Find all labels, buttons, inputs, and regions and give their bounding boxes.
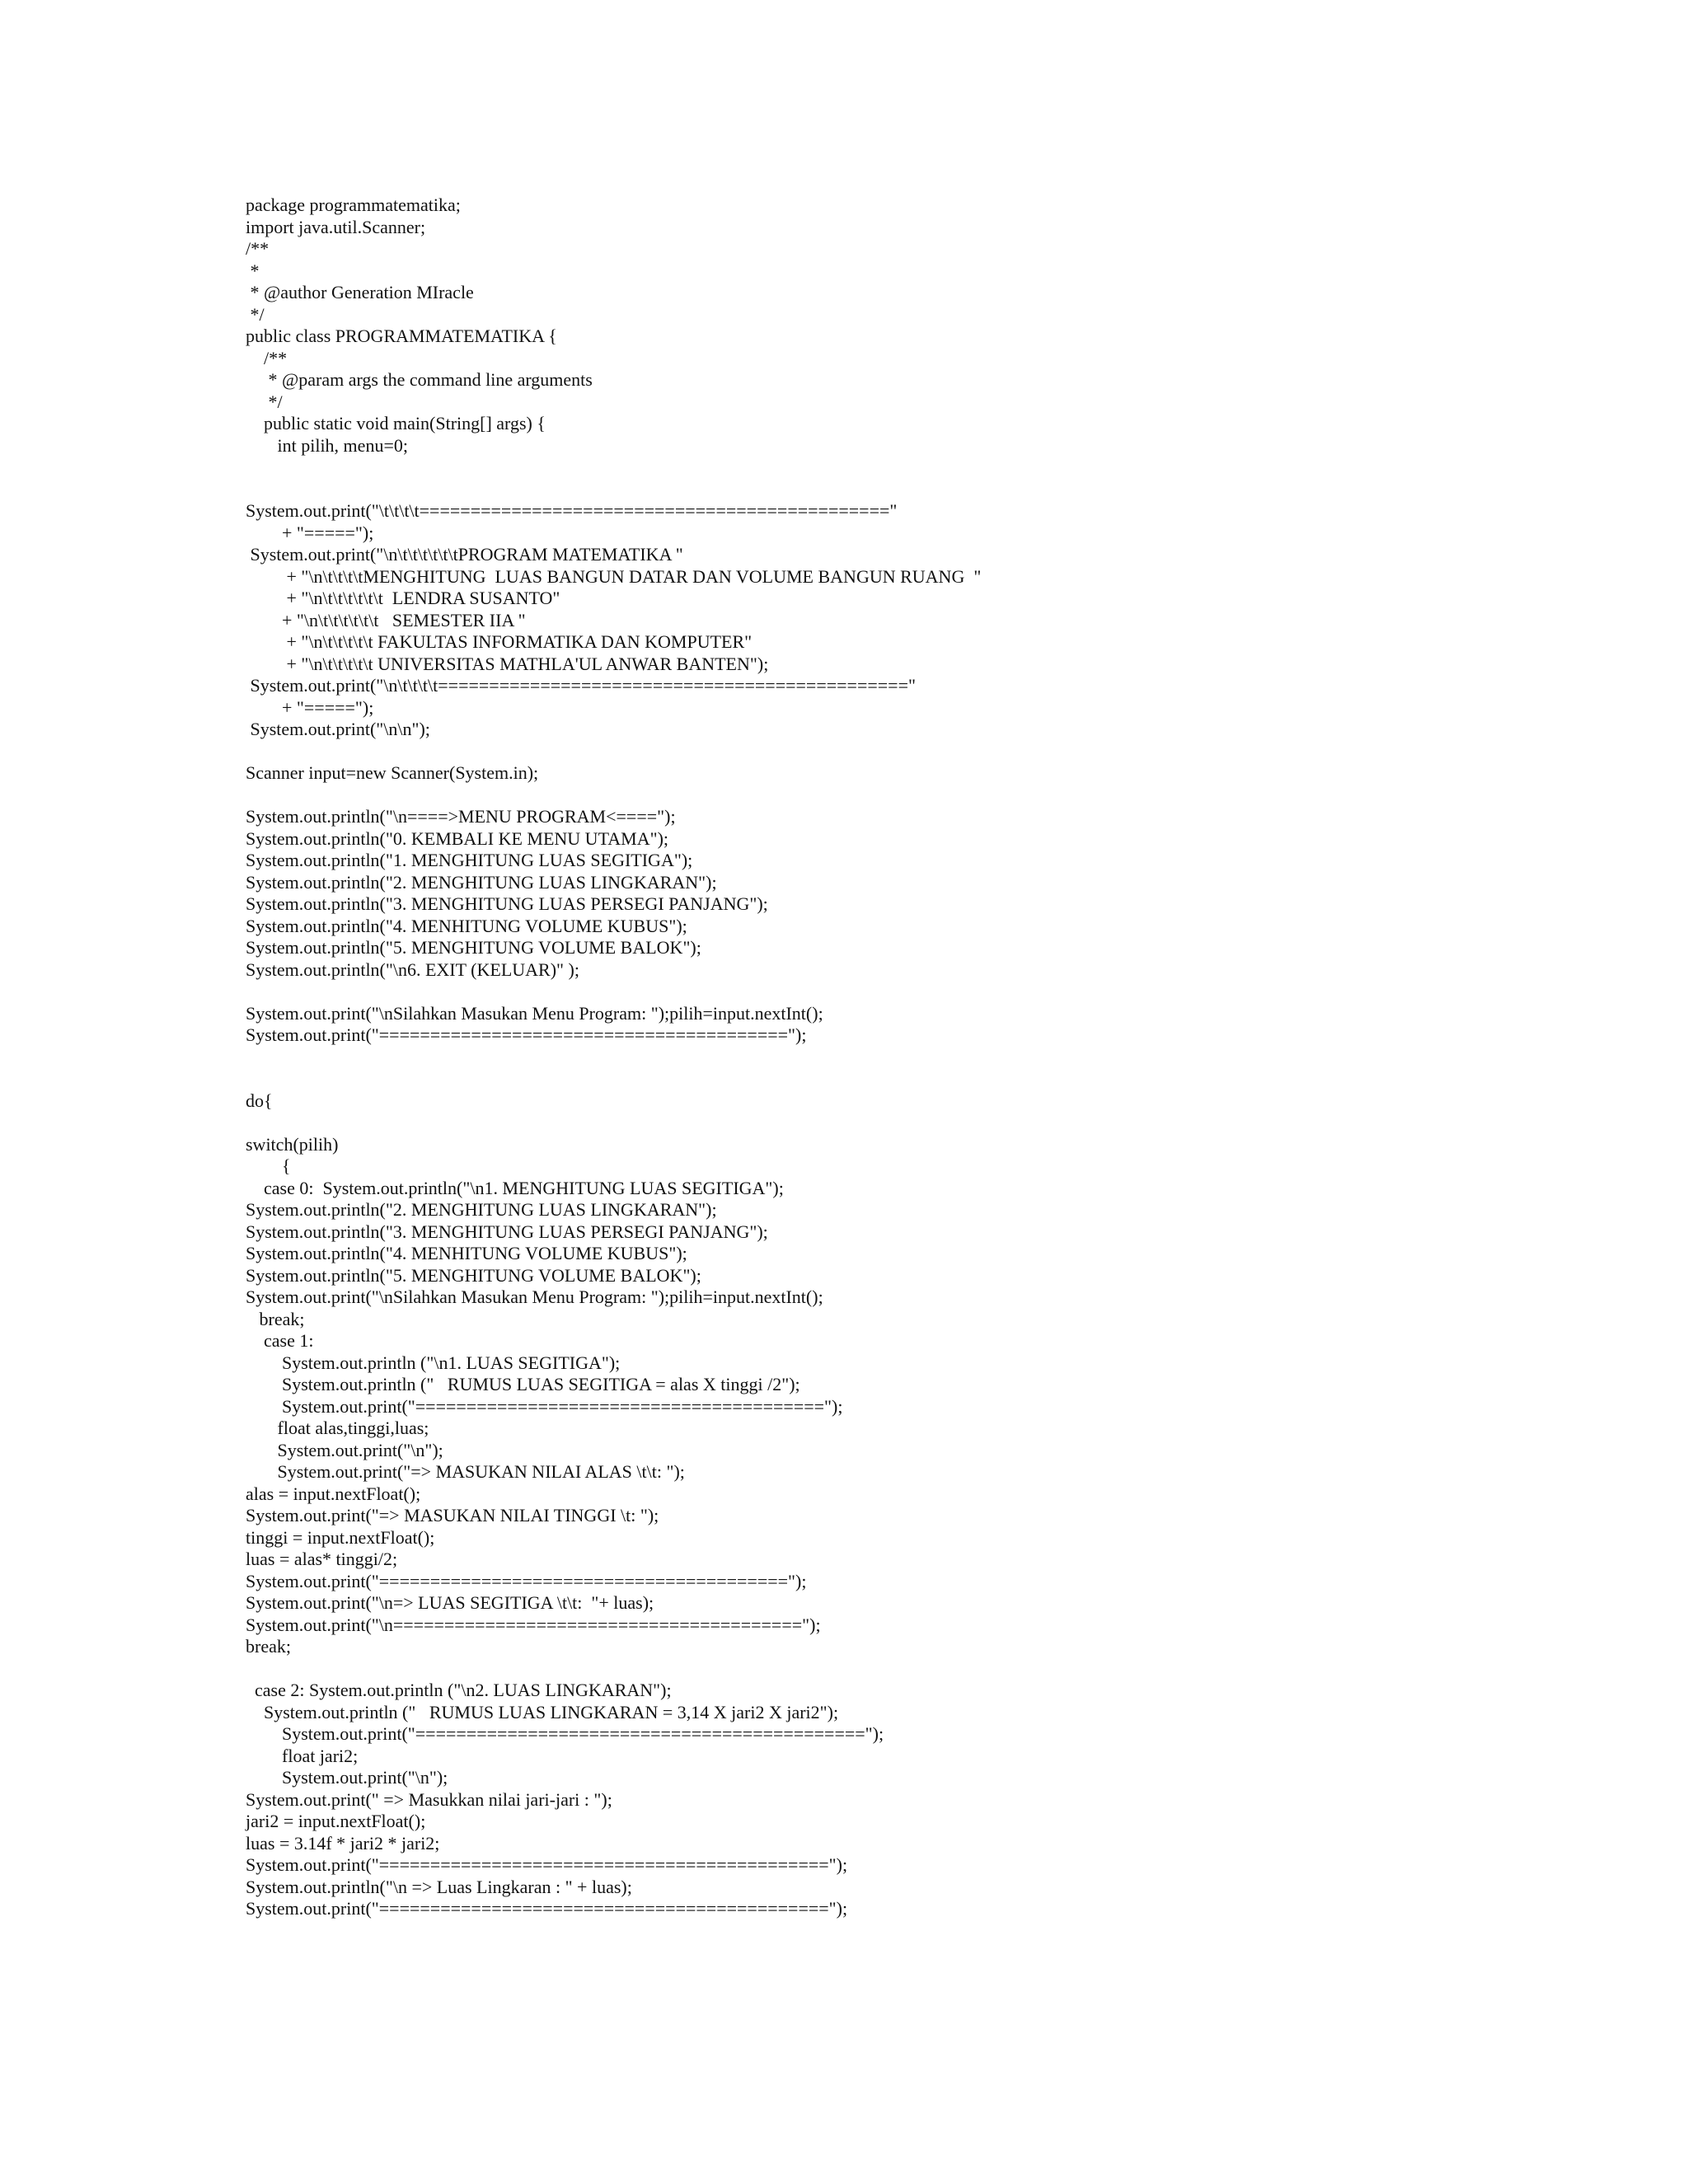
code-line: + "\n\t\t\t\t\t\t LENDRA SUSANTO" xyxy=(246,588,560,608)
code-line: System.out.println("1. MENGHITUNG LUAS SEGITIGA"); xyxy=(246,850,693,870)
code-line: System.out.print("=> MASUKAN NILAI TINGGI \t: "); xyxy=(246,1505,659,1526)
code-line: { xyxy=(246,1155,291,1176)
code-line xyxy=(246,1112,1647,1134)
code-line: System.out.print("\n\t\t\t\t\t\tPROGRAM MATEMATIKA " xyxy=(246,544,683,565)
code-line: System.out.print("============================================"); xyxy=(246,1723,884,1744)
code-line xyxy=(246,981,1647,1003)
code-line: System.out.println("\n====>MENU PROGRAM<===="); xyxy=(246,806,676,827)
code-line: * xyxy=(246,260,260,281)
code-line: int pilih, menu=0; xyxy=(246,434,408,456)
code-line: import java.util.Scanner; xyxy=(246,216,426,237)
code-line: System.out.println("0. KEMBALI KE MENU UTAMA"); xyxy=(246,827,669,849)
code-line: switch(pilih) xyxy=(246,1133,339,1155)
code-line: Scanner input=new Scanner(System.in); xyxy=(246,762,539,783)
code-line: System.out.print("\n\n"); xyxy=(246,719,430,739)
code-line: System.out.print("\nSilahkan Masukan Menu Program: ");pilih=input.nextInt(); xyxy=(246,1286,823,1307)
code-line: System.out.print("============================================"); xyxy=(246,1854,848,1875)
code-line: System.out.print("\nSilahkan Masukan Menu Program: ");pilih=input.nextInt(); xyxy=(246,1002,823,1024)
code-line: */ xyxy=(246,303,265,325)
code-line xyxy=(246,1047,1647,1069)
code-line: System.out.println("\n => Luas Lingkaran : " + luas); xyxy=(246,1876,632,1897)
code-line: float alas,tinggi,luas; xyxy=(246,1418,429,1438)
code-line xyxy=(246,457,1647,479)
code-line: + "\n\t\t\t\t\t\t SEMESTER IIA " xyxy=(246,609,526,630)
code-line: System.out.println("2. MENGHITUNG LUAS LINGKARAN"); xyxy=(246,871,717,893)
code-line: System.out.print("=> MASUKAN NILAI ALAS \t\t: "); xyxy=(246,1461,685,1482)
code-line: luas = 3.14f * jari2 * jari2; xyxy=(246,1832,440,1854)
code-line: break; xyxy=(246,1308,305,1329)
code-line: System.out.println("4. MENHITUNG VOLUME KUBUS"); xyxy=(246,915,687,936)
code-line: + "====="); xyxy=(246,696,374,718)
code-line: System.out.println("3. MENGHITUNG LUAS PERSEGI PANJANG"); xyxy=(246,893,768,914)
code-line: + "\n\t\t\t\t\t FAKULTAS INFORMATIKA DAN KOMPUTER" xyxy=(246,631,753,652)
code-line xyxy=(246,741,1647,763)
code-line: System.out.println (" RUMUS LUAS LINGKARAN = 3,14 X jari2 X jari2"); xyxy=(246,1701,839,1722)
code-line: System.out.println (" RUMUS LUAS SEGITIGA = alas X tinggi /2"); xyxy=(246,1374,800,1394)
code-line: alas = input.nextFloat(); xyxy=(246,1483,421,1504)
code-line: System.out.println("4. MENHITUNG VOLUME KUBUS"); xyxy=(246,1243,687,1263)
code-line: luas = alas* tinggi/2; xyxy=(246,1549,398,1569)
code-line: */ xyxy=(246,391,283,412)
code-line: System.out.print("\n=> LUAS SEGITIGA \t\t: "+ luas); xyxy=(246,1592,654,1613)
code-line: + "\n\t\t\t\tMENGHITUNG LUAS BANGUN DATAR DAN VOLUME BANGUN RUANG " xyxy=(246,565,982,587)
code-line: System.out.print("\n========================================"); xyxy=(246,1614,821,1635)
code-line: /** xyxy=(246,238,270,259)
code-line: System.out.println("5. MENGHITUNG VOLUME BALOK"); xyxy=(246,937,701,958)
code-line xyxy=(246,785,1647,807)
code-line: public static void main(String[] args) { xyxy=(246,413,546,434)
code-line: jari2 = input.nextFloat(); xyxy=(246,1811,426,1831)
code-line xyxy=(246,479,1647,501)
code-line: System.out.print(" => Masukkan nilai jari-jari : "); xyxy=(246,1788,612,1810)
code-line: /** xyxy=(246,347,288,368)
code-line: System.out.println("\n6. EXIT (KELUAR)" ); xyxy=(246,958,579,980)
code-line: System.out.print("========================================"); xyxy=(246,1570,807,1591)
code-line: * @author Generation MIracle xyxy=(246,282,474,302)
code-line: break; xyxy=(246,1636,291,1657)
code-line: System.out.println("5. MENGHITUNG VOLUME BALOK"); xyxy=(246,1264,701,1286)
code-line: System.out.println("2. MENGHITUNG LUAS LINGKARAN"); xyxy=(246,1199,717,1220)
code-line: do{ xyxy=(246,1090,273,1111)
code-line: System.out.print("\t\t\t\t==============================================" xyxy=(246,500,898,521)
code-line xyxy=(246,1658,1647,1680)
code-line: System.out.println ("\n1. LUAS SEGITIGA"); xyxy=(246,1352,621,1373)
code-line: * @param args the command line arguments xyxy=(246,369,593,390)
code-line: System.out.print("============================================"); xyxy=(246,1898,848,1919)
code-line: case 2: System.out.println ("\n2. LUAS LINGKARAN"); xyxy=(246,1680,672,1700)
code-line: public class PROGRAMMATEMATIKA { xyxy=(246,326,557,346)
code-line: System.out.print("\n\t\t\t\t==============================================" xyxy=(246,675,916,696)
code-line: float jari2; xyxy=(246,1745,359,1766)
code-line: System.out.println("3. MENGHITUNG LUAS PERSEGI PANJANG"); xyxy=(246,1221,768,1242)
code-line: tinggi = input.nextFloat(); xyxy=(246,1526,435,1548)
code-listing xyxy=(246,194,1647,1920)
code-line xyxy=(246,1068,1647,1090)
code-line: case 0: System.out.println("\n1. MENGHITUNG LUAS SEGITIGA"); xyxy=(246,1177,784,1198)
code-line: + "====="); xyxy=(246,522,374,543)
code-line: case 1: xyxy=(246,1330,314,1351)
code-line: System.out.print("========================================"); xyxy=(246,1395,843,1417)
code-line: package programmatematika; xyxy=(246,194,461,215)
code-line: + "\n\t\t\t\t\t UNIVERSITAS MATHLA'UL ANWAR BANTEN"); xyxy=(246,653,769,674)
code-line: System.out.print("\n"); xyxy=(246,1439,443,1460)
code-line: System.out.print("========================================"); xyxy=(246,1024,807,1045)
code-line: System.out.print("\n"); xyxy=(246,1767,448,1788)
